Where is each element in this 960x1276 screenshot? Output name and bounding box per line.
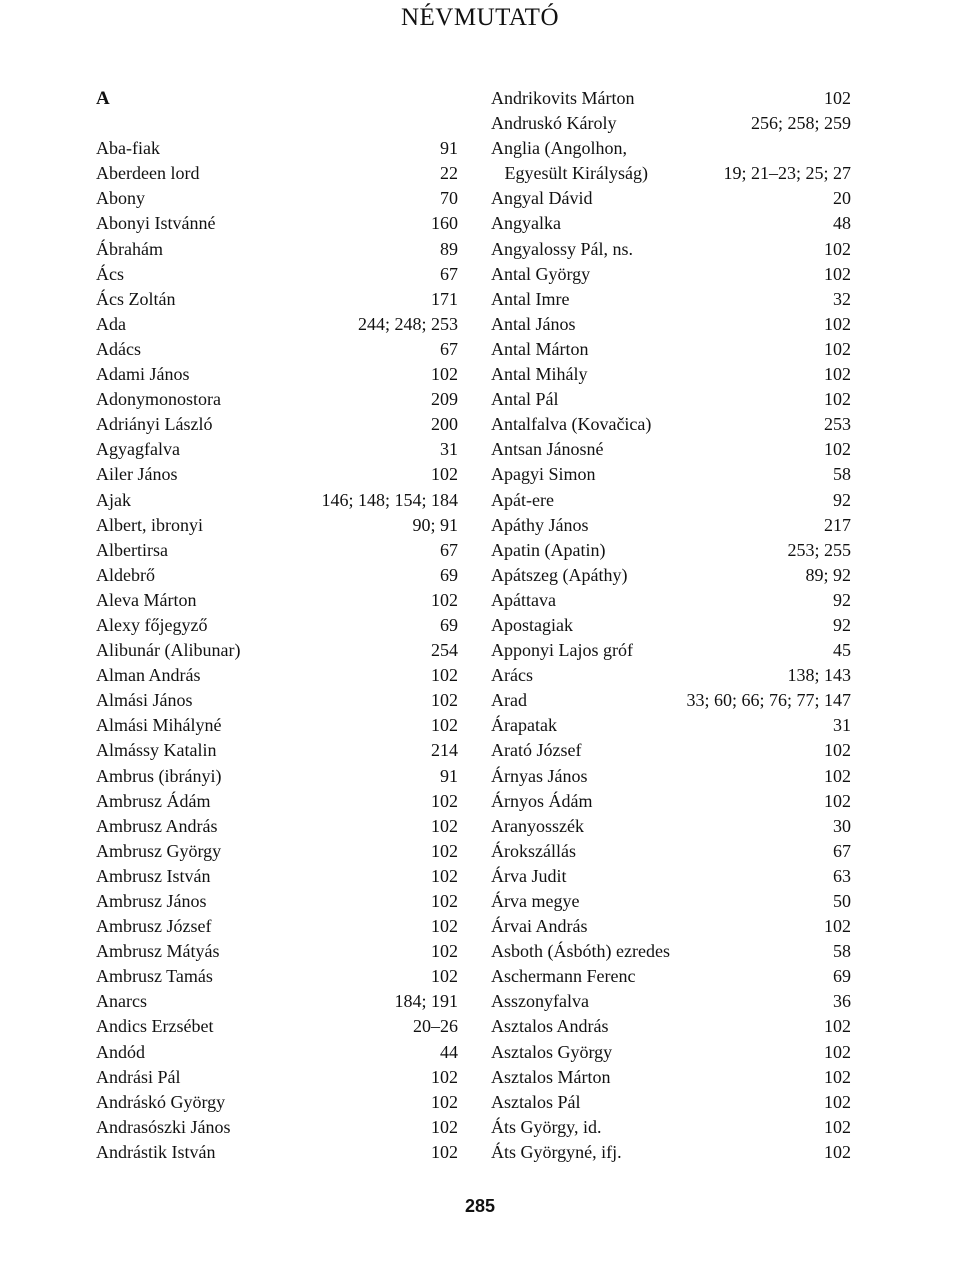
entry-name: Ambrusz Tamás (96, 966, 213, 987)
index-entry (491, 538, 851, 563)
entry-pages: 200 (431, 414, 458, 435)
index-entry (491, 738, 851, 763)
entry-pages: 48 (833, 213, 851, 234)
entry-name: Ambrusz András (96, 815, 218, 836)
entry-name: Adami János (96, 364, 190, 385)
entry-name: Alexy főjegyző (96, 614, 208, 635)
entry-name: Antal György (491, 263, 591, 284)
index-entry (491, 864, 851, 889)
entry-name: Apponyi Lajos gróf (491, 640, 633, 661)
index-entry (491, 488, 851, 513)
index-entry (491, 964, 851, 989)
index-entry (491, 513, 851, 538)
index-column-right (491, 86, 851, 1165)
entry-name: Angyalka (491, 213, 561, 234)
entry-pages: 50 (833, 891, 851, 911)
entry-pages: 102 (431, 840, 458, 861)
index-entry (96, 1115, 458, 1140)
entry-name: Áts Györgyné, ifj. (491, 1141, 622, 1162)
index-entry (491, 663, 851, 688)
index-entry (491, 914, 851, 939)
index-entry (491, 1140, 851, 1165)
entry-pages: 102 (824, 1141, 851, 1162)
entry-pages: 45 (833, 640, 851, 661)
entry-name: Almási Mihályné (96, 715, 222, 736)
entry-pages: 70 (440, 188, 458, 209)
entry-pages: 102 (431, 790, 458, 811)
entry-pages: 102 (824, 263, 851, 284)
page-number: 285 (464, 1196, 496, 1216)
entry-pages: 92 (833, 614, 851, 635)
entry-name: Antal János (491, 313, 576, 334)
entry-pages: 102 (824, 740, 851, 761)
entry-name: Arács (491, 665, 533, 686)
entry-pages: 58 (833, 941, 851, 962)
index-entry (96, 688, 458, 713)
entry-name: Almássy Katalin (96, 740, 217, 761)
entry-name: Albertirsa (96, 539, 168, 560)
entry-pages: 33; 60; 66; 76; 77; 147 (686, 690, 851, 711)
index-entry (96, 713, 458, 738)
index-entry (491, 939, 851, 964)
index-entry (96, 1065, 458, 1090)
index-entry (491, 362, 851, 387)
entry-name: Asszonyfalva (491, 991, 589, 1012)
entry-pages: 244; 248; 253 (357, 313, 458, 334)
entry-pages: 171 (431, 288, 458, 309)
index-entry (96, 186, 458, 211)
entry-name: Apátszeg (Apáthy) (491, 564, 628, 585)
entry-name: Andics Erzsébet (96, 1016, 214, 1037)
entry-name: Antal Imre (491, 288, 570, 309)
entry-name: Andrikovits Márton (491, 88, 635, 108)
entry-name: Ambrus (ibrányi) (96, 765, 222, 786)
entry-name: Alibunár (Alibunar) (96, 640, 241, 661)
entry-name: Ambrusz János (96, 891, 207, 911)
entry-name: Ambrusz György (96, 840, 222, 861)
entry-pages: 90; 91 (412, 514, 458, 535)
entry-name: Antal Márton (491, 338, 589, 359)
index-entry (491, 462, 851, 487)
entry-pages: 69 (440, 614, 458, 635)
index-entry (96, 538, 458, 563)
entry-pages: 67 (440, 539, 458, 560)
entry-name: Árapatak (491, 715, 557, 736)
index-entry (491, 312, 851, 337)
index-entry (491, 1065, 851, 1090)
index-entry (491, 764, 851, 789)
entry-pages: 67 (833, 840, 851, 861)
index-entry (96, 437, 458, 462)
entry-name: Adriányi László (96, 414, 213, 435)
entry-pages: 102 (824, 1016, 851, 1037)
index-entry (491, 688, 851, 713)
entry-pages: 184; 191 (394, 991, 458, 1012)
entry-pages: 89 (440, 238, 458, 259)
entry-pages: 102 (431, 891, 458, 911)
entry-name: Anarcs (96, 991, 147, 1012)
index-entry (96, 262, 458, 287)
index-entry (491, 814, 851, 839)
entry-pages: 92 (833, 589, 851, 610)
entry-pages: 20 (833, 188, 851, 209)
entry-pages: 102 (824, 313, 851, 334)
entry-pages: 102 (824, 1041, 851, 1062)
index-entry (491, 889, 851, 914)
entry-name: Ailer János (96, 464, 178, 485)
entry-pages: 69 (440, 564, 458, 585)
entry-pages: 209 (431, 389, 458, 410)
index-column-left (96, 86, 458, 1165)
entry-pages: 102 (431, 1091, 458, 1112)
index-entry (96, 287, 458, 312)
index-entry (491, 563, 851, 588)
entry-pages: 217 (824, 514, 851, 535)
entry-pages: 102 (431, 1116, 458, 1137)
index-entry (491, 638, 851, 663)
entry-name: Aleva Márton (96, 589, 197, 610)
entry-name: Angyalossy Pál, ns. (491, 238, 634, 259)
index-entry (96, 312, 458, 337)
entry-pages: 102 (824, 338, 851, 359)
entry-pages: 102 (431, 941, 458, 962)
index-entry (491, 412, 851, 437)
entry-name: Apáthy János (491, 514, 589, 535)
index-entry (96, 764, 458, 789)
entry-name: Ambrusz Ádám (96, 790, 211, 811)
index-entry (491, 839, 851, 864)
entry-name: Alman András (96, 665, 201, 686)
entry-pages: 102 (431, 865, 458, 886)
index-entry (96, 161, 458, 186)
entry-pages: 44 (440, 1041, 458, 1062)
index-entry (96, 136, 458, 161)
entry-name: Andruskó Károly (491, 113, 617, 134)
entry-pages: 31 (440, 439, 458, 460)
index-entry (491, 211, 851, 236)
index-entry (96, 513, 458, 538)
entry-pages: 92 (833, 489, 851, 510)
entry-name: Arad (491, 690, 527, 711)
entry-pages: 254 (431, 640, 458, 661)
entry-name: Ambrusz Mátyás (96, 941, 220, 962)
index-entry (491, 989, 851, 1014)
entry-name: Andrástik István (96, 1141, 216, 1162)
index-entry (491, 1115, 851, 1140)
entry-name: Adonymonostora (96, 389, 221, 410)
entry-name: Apáttava (491, 589, 556, 610)
index-entry (96, 362, 458, 387)
entry-name: Árnyas János (491, 765, 588, 786)
index-entry (96, 839, 458, 864)
entry-name: Árva megye (491, 891, 580, 911)
entry-pages: 67 (440, 263, 458, 284)
index-entry (491, 237, 851, 262)
entry-name: Apagyi Simon (491, 464, 596, 485)
index-entry (96, 1040, 458, 1065)
entry-pages: 102 (824, 439, 851, 460)
entry-name: Árva Judit (491, 865, 567, 886)
entry-pages: 36 (833, 991, 851, 1012)
index-entry (96, 387, 458, 412)
index-entry (96, 964, 458, 989)
entry-name: Andód (96, 1041, 145, 1062)
section-letter (96, 86, 458, 111)
index-entry (96, 914, 458, 939)
entry-name: Aberdeen lord (96, 163, 200, 184)
entry-pages: 20–26 (413, 1016, 458, 1037)
entry-pages: 102 (824, 790, 851, 811)
entry-name: Aldebrő (96, 564, 155, 585)
entry-name: Ambrusz József (96, 916, 212, 937)
index-entry (96, 1014, 458, 1039)
index-entry (491, 588, 851, 613)
index-entry (96, 864, 458, 889)
entry-name: Antal Pál (491, 389, 559, 410)
index-entry (96, 613, 458, 638)
entry-pages: 102 (431, 665, 458, 686)
entry-name: Apatin (Apatin) (491, 539, 606, 560)
index-entry (491, 1090, 851, 1115)
entry-name: Abony (96, 188, 145, 209)
entry-name: Asztalos György (491, 1041, 613, 1062)
entry-pages: 102 (824, 238, 851, 259)
entry-name: Ada (96, 313, 126, 334)
entry-name: Angyal Dávid (491, 188, 593, 209)
index-entry (96, 789, 458, 814)
entry-pages: 91 (440, 765, 458, 786)
index-entry (491, 713, 851, 738)
entry-pages: 102 (431, 364, 458, 385)
entry-name: Anglia (Angolhon, (491, 138, 627, 159)
entry-pages: 102 (431, 916, 458, 937)
entry-name: Antal Mihály (491, 364, 588, 385)
entry-pages: 31 (833, 715, 851, 736)
section-letter-label: A (96, 88, 110, 109)
entry-pages: 32 (833, 288, 851, 309)
entry-pages: 214 (431, 740, 458, 761)
entry-name: Antalfalva (Kovačica) (491, 414, 652, 435)
entry-name: Apostagiak (491, 614, 573, 635)
index-entry (96, 563, 458, 588)
index-entry (491, 1040, 851, 1065)
entry-name: Andrási Pál (96, 1066, 181, 1087)
entry-name: Agyagfalva (96, 439, 180, 460)
index-entry (96, 663, 458, 688)
entry-pages: 102 (824, 765, 851, 786)
index-entry (96, 211, 458, 236)
index-entry (96, 939, 458, 964)
entry-name: Ács (96, 263, 124, 284)
entry-name: Abonyi Istvánné (96, 213, 216, 234)
entry-pages: 102 (824, 916, 851, 937)
page-title: NÉVMUTATÓ (400, 4, 560, 31)
entry-pages: 102 (824, 389, 851, 410)
index-entry (96, 1090, 458, 1115)
index-entry (491, 186, 851, 211)
entry-pages: 91 (440, 138, 458, 159)
entry-pages: 69 (833, 966, 851, 987)
entry-pages: 253 (824, 414, 851, 435)
entry-pages: 102 (431, 1066, 458, 1087)
entry-name: Aschermann Ferenc (491, 966, 636, 987)
index-entry (491, 613, 851, 638)
index-entry (96, 462, 458, 487)
entry-pages: 102 (824, 1116, 851, 1137)
entry-name: Árvai András (491, 916, 588, 937)
index-entry (491, 161, 851, 186)
index-entry (96, 488, 458, 513)
entry-pages: 30 (833, 815, 851, 836)
entry-pages: 102 (431, 815, 458, 836)
entry-name: Árnyos Ádám (491, 790, 593, 811)
index-list-left (96, 136, 458, 1165)
entry-name: Aba-fiak (96, 138, 160, 159)
entry-pages: 160 (431, 213, 458, 234)
index-entry (96, 814, 458, 839)
entry-name: Asztalos Pál (491, 1091, 581, 1112)
index-entry (96, 588, 458, 613)
index-entry (491, 387, 851, 412)
entry-pages: 102 (824, 364, 851, 385)
index-entry (96, 237, 458, 262)
entry-name: Áts György, id. (491, 1116, 602, 1137)
entry-name: Ajak (96, 489, 131, 510)
entry-pages: 102 (431, 589, 458, 610)
index-entry (96, 889, 458, 914)
index-entry (491, 1014, 851, 1039)
index-entry (491, 262, 851, 287)
entry-pages: 58 (833, 464, 851, 485)
entry-pages: 102 (431, 464, 458, 485)
entry-name: Apát-ere (491, 489, 554, 510)
entry-pages: 102 (431, 690, 458, 711)
entry-pages: 67 (440, 338, 458, 359)
entry-pages: 256; 258; 259 (750, 113, 851, 134)
index-entry (491, 437, 851, 462)
entry-name: Asboth (Ásbóth) ezredes (491, 941, 670, 962)
index-entry (491, 136, 851, 161)
index-list-right (491, 86, 851, 1165)
entry-pages: 102 (431, 1141, 458, 1162)
index-entry (96, 638, 458, 663)
entry-name: Almási János (96, 690, 193, 711)
entry-pages: 253; 255 (787, 539, 851, 560)
index-entry (491, 111, 851, 136)
entry-pages: 102 (824, 1066, 851, 1087)
index-entry (491, 86, 851, 111)
entry-pages: 138; 143 (787, 665, 851, 686)
entry-pages: 102 (824, 88, 851, 108)
entry-name: Ács Zoltán (96, 288, 176, 309)
entry-pages: 102 (431, 715, 458, 736)
entry-name: Árokszállás (491, 840, 576, 861)
entry-name: Ábrahám (96, 238, 163, 259)
entry-pages: 146; 148; 154; 184 (321, 489, 458, 510)
index-entry (96, 337, 458, 362)
entry-pages: 102 (431, 966, 458, 987)
entry-pages: 63 (833, 865, 851, 886)
entry-name: Asztalos Márton (491, 1066, 611, 1087)
index-entry (96, 989, 458, 1014)
entry-name: Egyesült Királyság) (491, 163, 648, 184)
entry-name: Asztalos András (491, 1016, 609, 1037)
entry-name: Andráskó György (96, 1091, 226, 1112)
entry-name: Arató József (491, 740, 582, 761)
entry-pages: 89; 92 (805, 564, 851, 585)
index-entry (96, 412, 458, 437)
entry-name: Antsan Jánosné (491, 439, 604, 460)
entry-pages: 19; 21–23; 25; 27 (723, 163, 851, 184)
entry-name: Andrasószki János (96, 1116, 231, 1137)
entry-pages: 22 (440, 163, 458, 184)
entry-name: Albert, ibronyi (96, 514, 203, 535)
entry-name: Aranyosszék (491, 815, 584, 836)
section-spacer (96, 111, 458, 136)
index-entry (491, 789, 851, 814)
index-entry (96, 1140, 458, 1165)
entry-name: Ambrusz István (96, 865, 211, 886)
index-entry (491, 337, 851, 362)
entry-pages: 102 (824, 1091, 851, 1112)
index-entry (96, 738, 458, 763)
entry-name: Adács (96, 338, 141, 359)
index-entry (491, 287, 851, 312)
